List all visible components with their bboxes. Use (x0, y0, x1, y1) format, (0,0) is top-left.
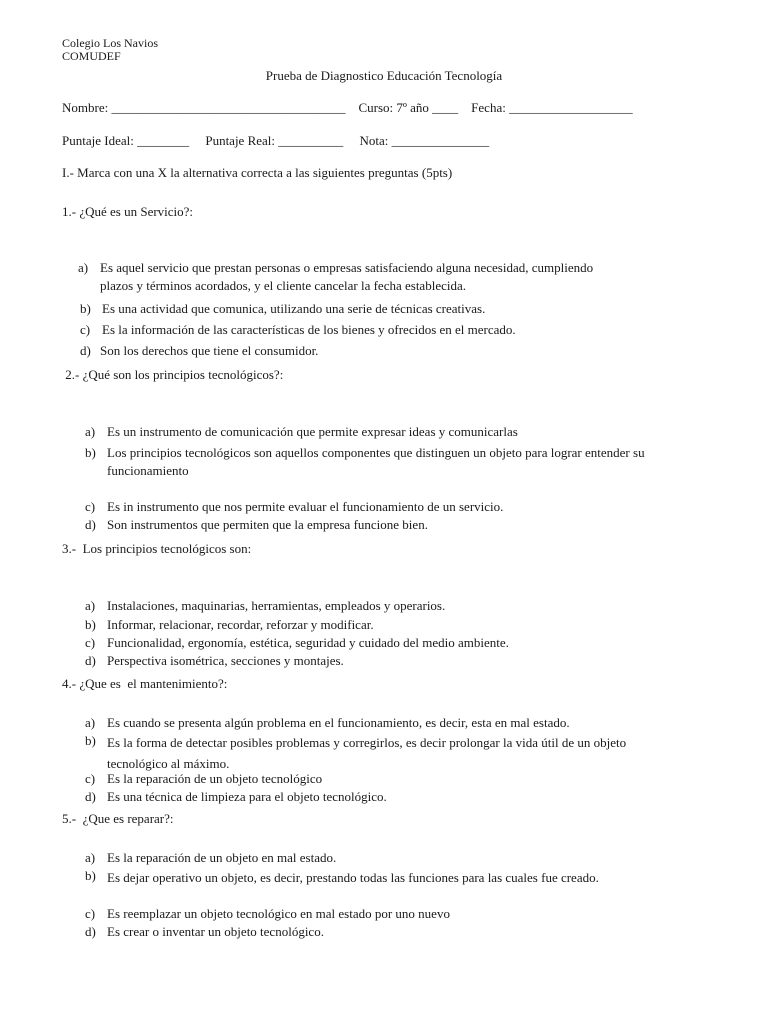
option-letter: d) (85, 517, 96, 532)
question-title: 2.- ¿Qué son los principios tecnológicos?: (62, 367, 284, 382)
option-text: Son los derechos que tiene el consumidor. (100, 343, 319, 358)
option-letter: a) (78, 260, 89, 275)
option-letter: d) (85, 789, 96, 804)
question-2 (62, 366, 645, 532)
question-title: 3.- Los principios tecnológicos son: (62, 541, 252, 556)
option-letter: d) (85, 924, 96, 939)
instructions: I.- Marca con una X la alternativa correcta a las siguientes preguntas (5pts) (62, 165, 453, 180)
option-text: Es aquel servicio que prestan personas o empresas satisfaciendo alguna necesidad, cumpliendo plazos y términos acordados, y el cliente cancelar la fecha establecida. (100, 260, 594, 293)
school-name: Colegio Los Navios (62, 36, 158, 50)
option-text: Son instrumentos que permiten que la empresa funcione bien. (107, 517, 428, 532)
option-letter: c) (85, 635, 96, 650)
option-letter: c) (85, 771, 96, 786)
option-text: Perspectiva isométrica, secciones y montajes. (107, 653, 344, 668)
option-text: Es la forma de detectar posibles problemas y corregirlos, es decir prolongar la vida útil de un objeto tecnológico al máximo. (107, 735, 627, 771)
option-letter: d) (85, 653, 96, 668)
option-letter: b) (85, 733, 96, 748)
document-title: Prueba de Diagnostico Educación Tecnología (265, 68, 503, 83)
school-header (62, 37, 158, 63)
option-text: Es reemplazar un objeto tecnológico en mal estado por uno nuevo (107, 906, 450, 921)
option-text: Es un instrumento de comunicación que permite expresar ideas y comunicarlas (107, 424, 518, 439)
form-row-name-course-date: Nombre: ____________________________________ Curso: 7º año ____ Fecha: ___________________ (62, 100, 633, 115)
option-text: Es la reparación de un objeto en mal estado. (107, 850, 337, 865)
option-text: Es in instrumento que nos permite evaluar el funcionamiento de un servicio. (107, 499, 504, 514)
option-text: Es una técnica de limpieza para el objeto tecnológico. (107, 789, 387, 804)
question-4 (62, 675, 627, 804)
form-row-scores: Puntaje Ideal: ________ Puntaje Real: __________ Nota: _______________ (62, 133, 490, 148)
question-1 (62, 203, 594, 358)
option-letter: a) (85, 424, 96, 439)
option-text: Es dejar operativo un objeto, es decir, prestando todas las funciones para las cuales fue creado. (107, 870, 599, 885)
option-text: Es la información de las características de los bienes y ofrecidos en el mercado. (102, 322, 516, 337)
option-letter: b) (80, 301, 91, 316)
question-title: 5.- ¿Que es reparar?: (62, 811, 174, 826)
question-5 (62, 810, 599, 939)
option-letter: a) (85, 598, 96, 613)
option-letter: c) (80, 322, 91, 337)
option-text: Los principios tecnológicos son aquellos componentes que distinguen un objeto para lograr entender su funcionamiento (107, 445, 645, 478)
option-letter: a) (85, 715, 96, 730)
question-title: 1.- ¿Qué es un Servicio?: (62, 204, 194, 219)
option-text: Es la reparación de un objeto tecnológico (107, 771, 323, 786)
question-title: 4.- ¿Que es el mantenimiento?: (62, 676, 228, 691)
option-text: Es cuando se presenta algún problema en el funcionamiento, es decir, esta en mal estado. (107, 715, 570, 730)
option-text: Es crear o inventar un objeto tecnológico. (107, 924, 324, 939)
option-text: Es una actividad que comunica, utilizando una serie de técnicas creativas. (102, 301, 486, 316)
option-letter: c) (85, 499, 96, 514)
option-letter: c) (85, 906, 96, 921)
question-3 (62, 540, 509, 668)
option-text: Instalaciones, maquinarias, herramientas, empleados y operarios. (107, 598, 446, 613)
option-letter: d) (80, 343, 91, 358)
option-letter: b) (85, 868, 96, 883)
org-name: COMUDEF (62, 49, 121, 63)
option-letter: b) (85, 617, 96, 632)
option-letter: b) (85, 445, 96, 460)
option-text: Informar, relacionar, recordar, reforzar y modificar. (107, 617, 374, 632)
option-letter: a) (85, 850, 96, 865)
option-text: Funcionalidad, ergonomía, estética, seguridad y cuidado del medio ambiente. (107, 635, 509, 650)
